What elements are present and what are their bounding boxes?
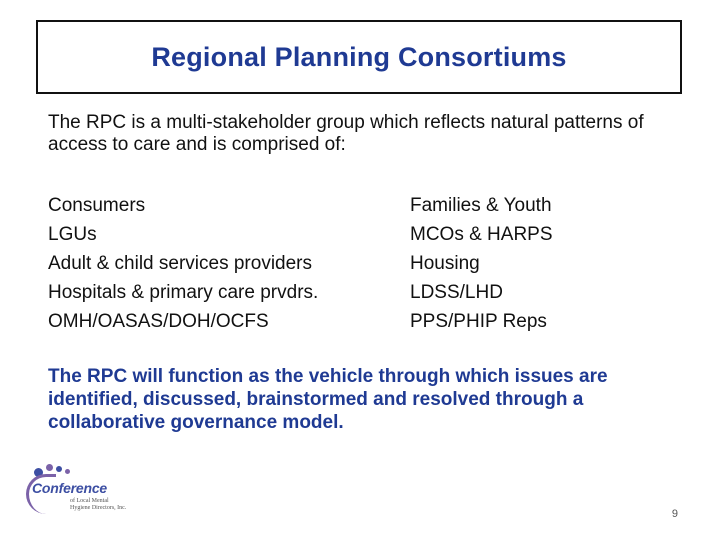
title-box <box>36 20 682 94</box>
list-item: Hospitals & primary care prvdrs. <box>48 282 319 303</box>
intro-text: The RPC is a multi-stakeholder group which reflects natural patterns of access to care and is comprised of: <box>48 112 644 155</box>
list-item: OMH/OASAS/DOH/OCFS <box>48 311 269 332</box>
list-item: Consumers <box>48 195 146 216</box>
list-item: Families & Youth <box>410 195 552 216</box>
page-number: 9 <box>671 508 678 520</box>
list-item: PPS/PHIP Reps <box>410 311 547 332</box>
logo-wordmark: Conference <box>32 480 108 496</box>
stakeholder-list-left <box>48 191 378 336</box>
logo-subtitle: of Local Mental Hygiene Directors, Inc. <box>70 498 127 511</box>
slide-title: Regional Planning Consortiums <box>151 41 567 72</box>
list-item: LGUs <box>48 224 97 245</box>
list-item: MCOs & HARPS <box>410 224 553 245</box>
closing-statement: The RPC will function as the vehicle through which issues are identified, discussed, brainstormed and resolved through a collaborative governance model. <box>48 366 608 433</box>
list-item: Housing <box>410 253 480 274</box>
list-item: LDSS/LHD <box>410 282 503 303</box>
stakeholder-list-right <box>410 191 690 336</box>
conference-logo <box>22 456 130 526</box>
list-item: Adult & child services providers <box>48 253 312 274</box>
